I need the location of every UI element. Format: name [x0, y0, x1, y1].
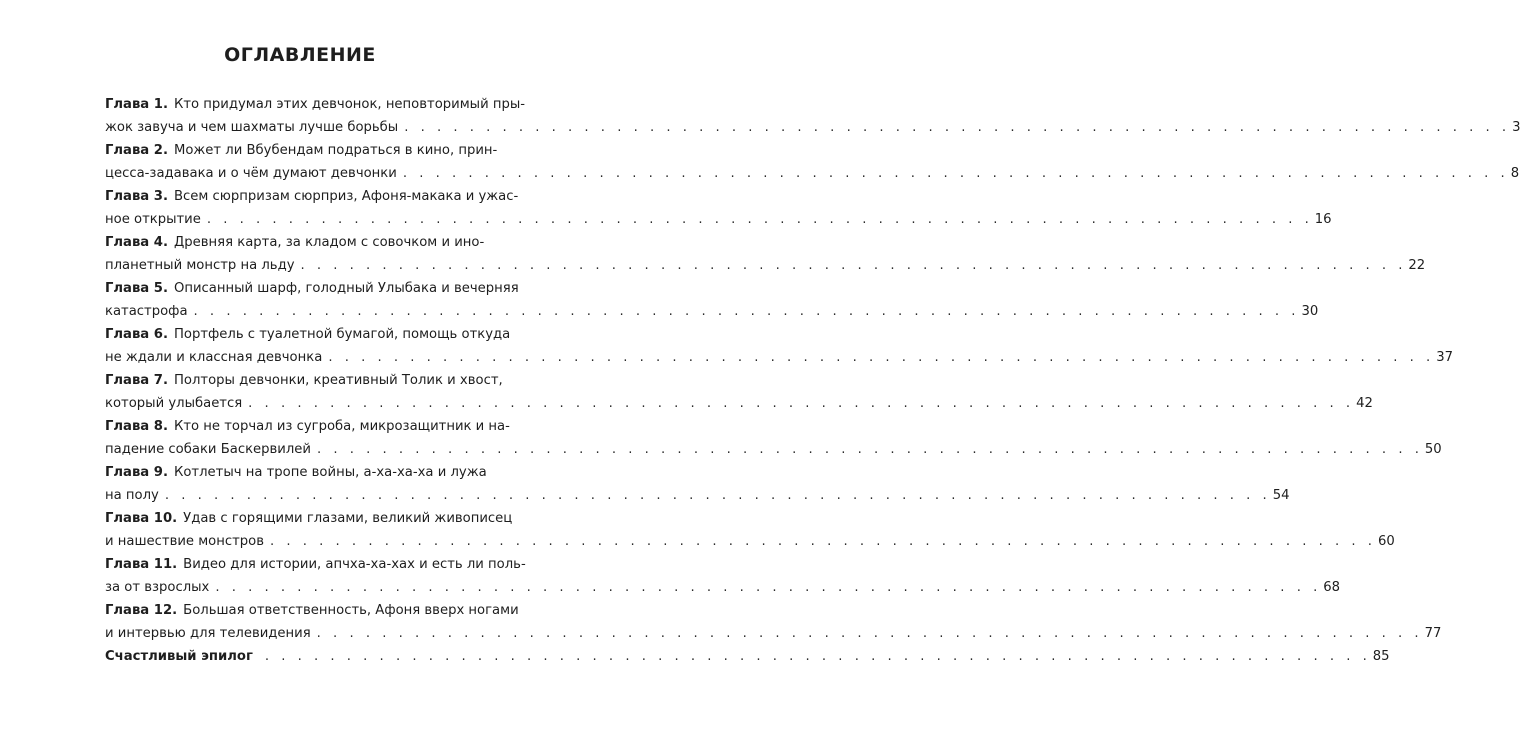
page-number: 30	[1301, 304, 1319, 319]
chapter-title-line-2: и нашествие монстров	[105, 534, 265, 549]
chapter-title-line-2: и интервью для телевидения	[105, 626, 311, 641]
toc-entry-chapter-6[interactable]	[105, 323, 1454, 369]
dot-leader: . . . . . . . . . . . . . . . . . . . . . . . . . . . . . . . . . . . . . . . . . . . . . . . . . . . . . . . . . . . . . . . . . . . .	[164, 488, 1271, 503]
toc-entry-chapter-3[interactable]	[105, 185, 1332, 231]
chapter-title-line-1: Кто придумал этих девчонок, неповторимый пры-	[173, 97, 525, 112]
chapter-title-line-1: Может ли Вбубендам подраться в кино, прин-	[173, 143, 498, 158]
page-number: 68	[1323, 580, 1341, 595]
dot-leader: . . . . . . . . . . . . . . . . . . . . . . . . . . . . . . . . . . . . . . . . . . . . . . . . . . . . . . . . . . . . . . . . . . . .	[316, 442, 1423, 457]
chapter-label: Глава 5.	[105, 281, 168, 296]
page-number: 3	[1512, 120, 1521, 135]
chapter-title-line-2: планетный монстр на льду	[105, 258, 295, 273]
chapter-title-line-2: катастрофа	[105, 304, 188, 319]
chapter-title-line-1: Удав с горящими глазами, великий живописец	[183, 511, 513, 526]
toc-entry-chapter-11[interactable]	[105, 553, 1341, 599]
chapter-title-line-1: Древняя карта, за кладом с совочком и ино-	[173, 235, 485, 250]
page-title: ОГЛАВЛЕНИЕ	[224, 44, 376, 66]
chapter-title-line-2: который улыбается	[105, 396, 243, 411]
chapter-title-line-1: Видео для истории, апчха-ха-хах и есть ли поль-	[183, 557, 526, 572]
chapter-label: Глава 12.	[105, 603, 178, 618]
page-number: 8	[1510, 166, 1520, 181]
dot-leader: . . . . . . . . . . . . . . . . . . . . . . . . . . . . . . . . . . . . . . . . . . . . . . . . . . . . . . . . . . . . . . . . . . . .	[193, 304, 1300, 319]
chapter-title-line-1: Полторы девчонки, креативный Толик и хвост,	[173, 373, 503, 388]
toc-entry-chapter-2[interactable]	[105, 139, 1520, 185]
chapter-title-line-1: Котлетыч на тропе войны, а-ха-ха-ха и лужа	[173, 465, 487, 480]
toc-entry-chapter-9[interactable]	[105, 461, 1290, 507]
table-of-contents	[105, 93, 1521, 668]
dot-leader: . . . . . . . . . . . . . . . . . . . . . . . . . . . . . . . . . . . . . . . . . . . . . . . . . . . . . . . . . . . . . . . . . . . .	[328, 350, 1435, 365]
chapter-label: Глава 1.	[105, 97, 168, 112]
dot-leader: . . . . . . . . . . . . . . . . . . . . . . . . . . . . . . . . . . . . . . . . . . . . . . . . . . . . . . . . . . . . . . . . . . . .	[206, 212, 1313, 227]
page-number: 60	[1377, 534, 1395, 549]
chapter-label: Глава 6.	[105, 327, 168, 342]
chapter-label: Глава 11.	[105, 557, 178, 572]
dot-leader: . . . . . . . . . . . . . . . . . . . . . . . . . . . . . . . . . . . . . . . . . . . . . . . . . . . . . . . . . . . . . . . . . . . .	[300, 258, 1407, 273]
toc-entry-epilogue[interactable]	[105, 645, 1390, 668]
page-number: 85	[1372, 649, 1390, 664]
chapter-title-line-2: падение собаки Баскервилей	[105, 442, 311, 457]
dot-leader: . . . . . . . . . . . . . . . . . . . . . . . . . . . . . . . . . . . . . . . . . . . . . . . . . . . . . . . . . . . . . . . . . . . .	[402, 166, 1509, 181]
page-number: 16	[1314, 212, 1332, 227]
epilogue-label: Счастливый эпилог	[105, 649, 253, 664]
dot-leader: . . . . . . . . . . . . . . . . . . . . . . . . . . . . . . . . . . . . . . . . . . . . . . . . . . . . . . . . . . . . . . . . . . . .	[316, 626, 1423, 641]
chapter-title-line-1: Портфель с туалетной бумагой, помощь откуда	[173, 327, 511, 342]
chapter-title-line-1: Описанный шарф, голодный Улыбака и вечерняя	[173, 281, 519, 296]
chapter-title-line-2: не ждали и классная девчонка	[105, 350, 323, 365]
page-number: 54	[1272, 488, 1290, 503]
chapter-title-line-2: за от взрослых	[105, 580, 210, 595]
toc-entry-chapter-7[interactable]	[105, 369, 1373, 415]
chapter-title-line-1: Кто не торчал из сугроба, микрозащитник и на-	[173, 419, 510, 434]
chapter-label: Глава 10.	[105, 511, 178, 526]
chapter-label: Глава 2.	[105, 143, 168, 158]
chapter-label: Глава 4.	[105, 235, 168, 250]
page-number: 42	[1356, 396, 1373, 411]
toc-entry-chapter-8[interactable]	[105, 415, 1442, 461]
chapter-label: Глава 9.	[105, 465, 168, 480]
chapter-title-line-2: ное открытие	[105, 212, 201, 227]
toc-entry-chapter-1[interactable]	[105, 93, 1521, 139]
page-number: 77	[1424, 626, 1442, 641]
toc-entry-chapter-10[interactable]	[105, 507, 1395, 553]
chapter-title-line-1: Большая ответственность, Афоня вверх ногами	[183, 603, 519, 618]
dot-leader: . . . . . . . . . . . . . . . . . . . . . . . . . . . . . . . . . . . . . . . . . . . . . . . . . . . . . . . . . . . . . . . . . . . .	[270, 534, 1376, 549]
dot-leader: . . . . . . . . . . . . . . . . . . . . . . . . . . . . . . . . . . . . . . . . . . . . . . . . . . . . . . . . . . . . . . . . . . . .	[248, 396, 1355, 411]
chapter-label: Глава 3.	[105, 189, 168, 204]
dot-leader: . . . . . . . . . . . . . . . . . . . . . . . . . . . . . . . . . . . . . . . . . . . . . . . . . . . . . . . . . . . . . . . . . . . .	[215, 580, 1322, 595]
toc-entry-chapter-4[interactable]	[105, 231, 1426, 277]
dot-leader: . . . . . . . . . . . . . . . . . . . . . . . . . . . . . . . . . . . . . . . . . . . . . . . . . . . . . . . . . . . . . . . . . . . .	[404, 120, 1511, 135]
dot-leader: . . . . . . . . . . . . . . . . . . . . . . . . . . . . . . . . . . . . . . . . . . . . . . . . . . . . . . . . . . . . . . . . . . . .	[264, 649, 1371, 664]
chapter-title-line-1: Всем сюрпризам сюрприз, Афоня-макака и ужас-	[173, 189, 519, 204]
chapter-title-line-2: жок завуча и чем шахматы лучше борьбы	[105, 120, 399, 135]
toc-entry-chapter-12[interactable]	[105, 599, 1442, 645]
toc-entry-chapter-5[interactable]	[105, 277, 1319, 323]
chapter-title-line-2: цесса-задавака и о чём думают девчонки	[105, 166, 397, 181]
page-number: 50	[1424, 442, 1442, 457]
chapter-title-line-2: на полу	[105, 488, 159, 503]
page-number: 22	[1408, 258, 1426, 273]
page-number: 37	[1436, 350, 1454, 365]
chapter-label: Глава 7.	[105, 373, 168, 388]
chapter-label: Глава 8.	[105, 419, 168, 434]
